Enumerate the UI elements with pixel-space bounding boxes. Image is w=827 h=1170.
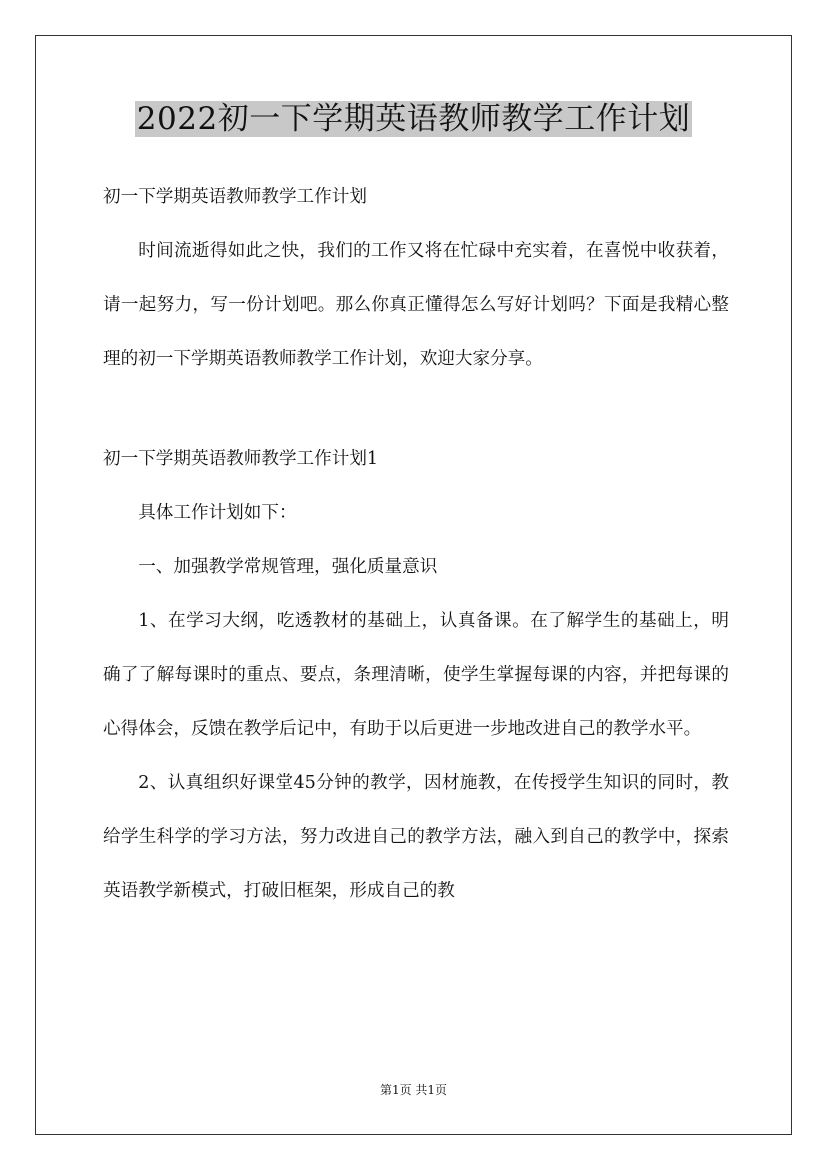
item-paragraph-1: 1、在学习大纲，吃透教材的基础上，认真备课。在了解学生的基础上，明确了了解每课时的重点、要点，条理清晰，使学生掌握每课的内容，并把每课的心得体会，反馈在教学后记中，有助于以后更进一步地改进自己的教学水平。 xyxy=(103,611,729,739)
document-title: 2022初一下学期英语教师教学工作计划 xyxy=(136,101,691,137)
page-footer: 第1页 共1页 xyxy=(379,1083,448,1097)
item-paragraph-2: 2、认真组织好课堂45分钟的教学，因材施教，在传授学生知识的同时，教给学生科学的学习方法，努力改进自己的教学方法，融入到自己的教学中，探索英语教学新模式，打破旧框架，形成自己的教 xyxy=(103,773,729,901)
section-heading: 初一下学期英语教师教学工作计划1 xyxy=(103,449,379,469)
paragraph-gap xyxy=(103,386,729,432)
plan-intro-line: 具体工作计划如下： xyxy=(138,503,297,523)
intro-paragraph: 时间流逝得如此之快，我们的工作又将在忙碌中充实着，在喜悦中收获着，请一起努力，写一份计划吧。那么你真正懂得怎么写好计划吗？下面是我精心整理的初一下学期英语教师教学工作计划，欢迎大家分享。 xyxy=(103,241,729,369)
subheading: 初一下学期英语教师教学工作计划 xyxy=(103,187,367,207)
item-heading: 一、加强教学常规管理，强化质量意识 xyxy=(138,557,438,577)
document-body xyxy=(103,170,729,918)
document-title-wrap xyxy=(0,97,827,141)
